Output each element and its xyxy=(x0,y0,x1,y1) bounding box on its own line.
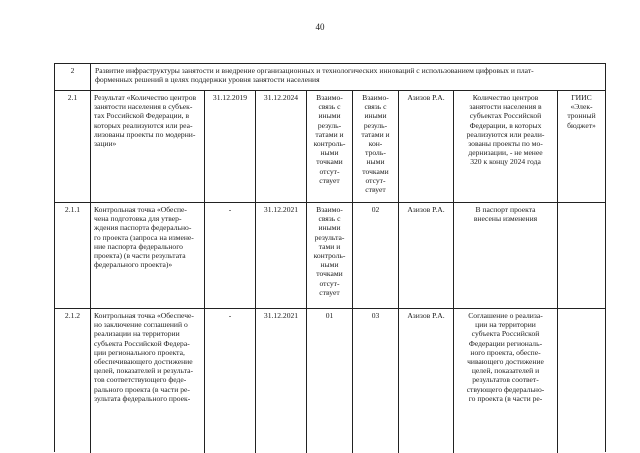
information-system xyxy=(558,309,605,453)
information-system: ГИИС «Элек- тронный бюджет» xyxy=(567,93,596,130)
end-date: 31.12.2024 xyxy=(256,91,307,202)
page-number: 40 xyxy=(315,22,325,32)
predecessor-links: Взаимо- связь с иными резуль- татами и контроль- ными точками отсут- ствует xyxy=(307,91,353,202)
predecessor-links: Взаимо- связь с иными результа- тами и контроль- ными точками отсут- ствует xyxy=(307,203,353,308)
table-row xyxy=(55,309,605,453)
responsible-person: Азизов Р.А. xyxy=(399,91,454,202)
row-number: 2.1.2 xyxy=(55,309,91,453)
successor-links: Взаимо- связь с иными резуль- татами и кон- троль- ными точками отсут- ствует xyxy=(353,91,399,202)
table-row xyxy=(55,91,605,203)
row-number: 2.1.1 xyxy=(55,203,91,308)
information-system xyxy=(558,203,605,308)
row-number: 2.1 xyxy=(55,91,91,202)
start-date: - xyxy=(205,203,256,308)
start-date: - xyxy=(205,309,256,453)
end-date: 31.12.2021 xyxy=(256,309,307,453)
start-date: 31.12.2019 xyxy=(205,91,256,202)
section-title: Развитие инфраструктуры занятости и внедрение организационных и технологических инноваций с использованием цифровых и плат- форменных решений в целях поддержки уровня занятости населения xyxy=(95,66,534,85)
expected-result: Количество центров занятости населения в субъектах Российской Федерации, в которых реализуются или реали- зованы проекты по мо- дернизации, - не менее 320 к концу 2024 года xyxy=(454,91,558,202)
end-date: 31.12.2021 xyxy=(256,203,307,308)
plan-table xyxy=(54,63,606,452)
section-row xyxy=(55,64,605,91)
table-row xyxy=(55,203,605,309)
successor-links: 02 xyxy=(353,203,399,308)
responsible-person: Азизов Р.А. xyxy=(399,203,454,308)
successor-links: 03 xyxy=(353,309,399,453)
row-name: Результат «Количество центров занятости населения в субъек- тах Российской Федерации, в которых реализуются или реа- лизованы проекты по модерни- зации» xyxy=(91,91,205,202)
row-name: Контрольная точка «Обеспе- чена подготовка для утвер- ждения паспорта федерально- го проекта (запроса на измене- ние паспорта федерального проекта) (в части результата федерального проекта)» xyxy=(91,203,205,308)
responsible-person: Азизов Р.А. xyxy=(399,309,454,453)
expected-result: Соглашение о реализа- ции на территории субъекта Российской Федерации региональ- ного проекта, обеспе- чивающего достижение целей, показателей и результатов соответ- ствующего федерально- го проекта (в части ре- xyxy=(454,309,558,453)
section-number: 2 xyxy=(55,64,91,90)
expected-result: В паспорт проекта внесены изменения xyxy=(454,203,558,308)
predecessor-links: 01 xyxy=(307,309,353,453)
row-name: Контрольная точка «Обеспече- но заключение соглашений о реализации на территории субъекта Российской Федера- ции регионального проекта, обеспечивающего достижение целей, показателей и результа- тов соответствующего феде- рального проекта (в части ре- зультата федерального проек- xyxy=(91,309,205,453)
